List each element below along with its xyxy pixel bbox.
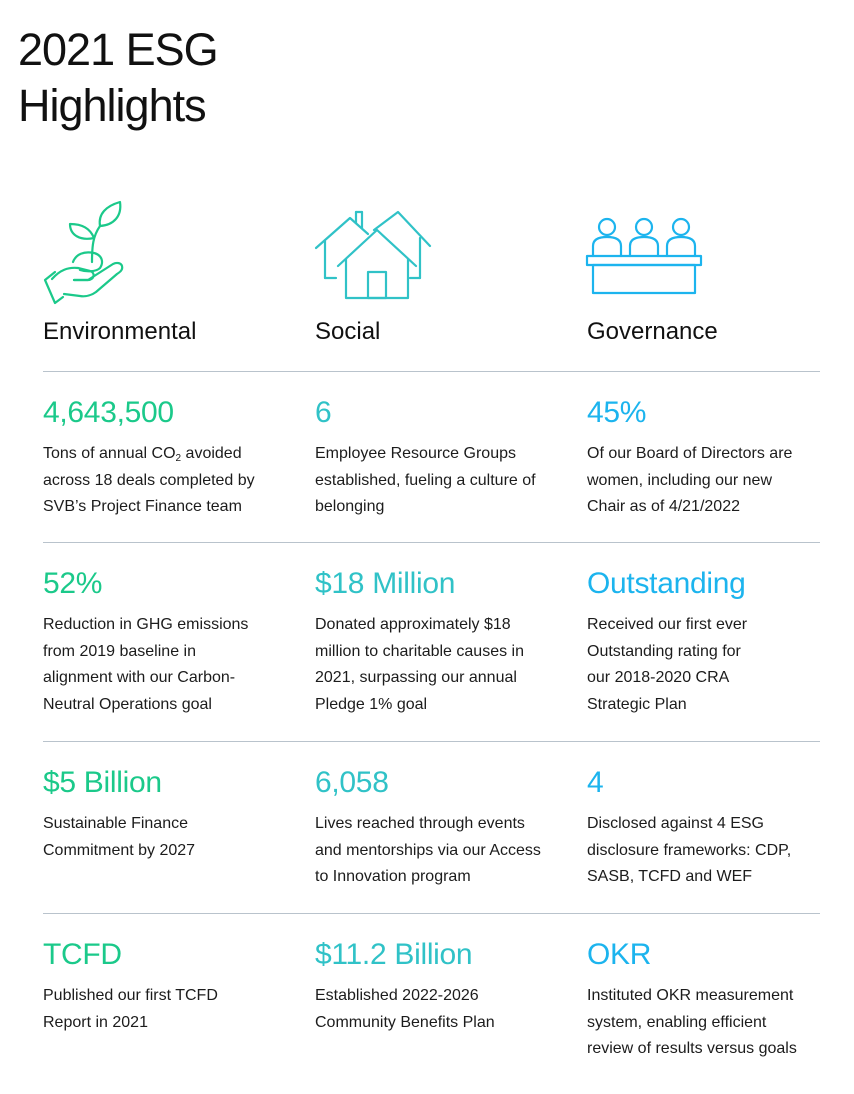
stat-description: Reduction in GHG emissions from 2019 baseline in alignment with our Carbon-Neutral Operations goal bbox=[43, 616, 249, 713]
plant-in-hand-icon bbox=[42, 200, 128, 308]
stat-value: OKR bbox=[587, 938, 652, 971]
heading-governance: Governance bbox=[587, 318, 718, 345]
stat-description: Established 2022-2026 Community Benefits Plan bbox=[315, 987, 495, 1031]
stat-value: 52% bbox=[43, 567, 103, 600]
stat-description: Donated approximately $18 million to charitable causes in 2021, surpassing our annual Pledge 1% goal bbox=[315, 616, 524, 713]
stat-value: $18 Million bbox=[315, 567, 456, 600]
gov-highlight-3 bbox=[587, 765, 827, 891]
soc-highlight-4 bbox=[315, 937, 565, 1036]
soc-highlight-2 bbox=[315, 566, 565, 718]
gov-highlight-1 bbox=[587, 395, 827, 521]
stat-value: $5 Billion bbox=[43, 766, 162, 799]
stat-description: Published our first TCFD Report in 2021 bbox=[43, 987, 218, 1031]
env-highlight-4 bbox=[43, 937, 293, 1036]
divider bbox=[43, 741, 820, 742]
soc-highlight-3 bbox=[315, 765, 565, 891]
stat-description: Sustainable Finance Commitment by 2027 bbox=[43, 815, 196, 859]
page-title bbox=[18, 22, 218, 134]
stat-value: 6,058 bbox=[315, 766, 389, 799]
houses-icon bbox=[314, 210, 432, 302]
stat-value: 4,643,500 bbox=[43, 396, 174, 429]
env-highlight-2 bbox=[43, 566, 283, 718]
stat-description: Employee Resource Groups established, fueling a culture of belonging bbox=[315, 445, 536, 515]
soc-highlight-1 bbox=[315, 395, 565, 521]
divider bbox=[43, 542, 820, 543]
title-line-1: 2021 ESG bbox=[18, 24, 218, 75]
stat-value: $11.2 Billion bbox=[315, 938, 473, 971]
stat-value: Outstanding bbox=[587, 567, 746, 600]
divider bbox=[43, 371, 820, 372]
env-highlight-1 bbox=[43, 395, 293, 521]
stat-value: TCFD bbox=[43, 938, 122, 971]
stat-value: 6 bbox=[315, 396, 332, 429]
env-highlight-3 bbox=[43, 765, 293, 864]
stat-value: 4 bbox=[587, 766, 604, 799]
stat-description: Received our first ever Outstanding rating for our 2018-2020 CRA Strategic Plan bbox=[587, 616, 748, 713]
stat-value: 45% bbox=[587, 396, 647, 429]
board-members-icon bbox=[585, 216, 703, 296]
heading-environmental: Environmental bbox=[43, 318, 197, 345]
gov-highlight-4 bbox=[587, 937, 827, 1063]
stat-description: Of our Board of Directors are women, including our new Chair as of 4/21/2022 bbox=[587, 445, 793, 515]
stat-description: Instituted OKR measurement system, enabling efficient review of results versus goals bbox=[587, 987, 797, 1057]
stat-description: Lives reached through events and mentorships via our Access to Innovation program bbox=[315, 815, 541, 885]
title-line-2: Highlights bbox=[18, 80, 206, 131]
stat-description: Tons of annual $CO_2$ avoided across 18 deals completed by SVB’s Project Finance team bbox=[43, 445, 255, 515]
gov-highlight-2 bbox=[587, 566, 827, 718]
heading-social: Social bbox=[315, 318, 381, 345]
divider bbox=[43, 913, 820, 914]
stat-description: Disclosed against 4 ESG disclosure frameworks: CDP, SASB, TCFD and WEF bbox=[587, 815, 792, 885]
